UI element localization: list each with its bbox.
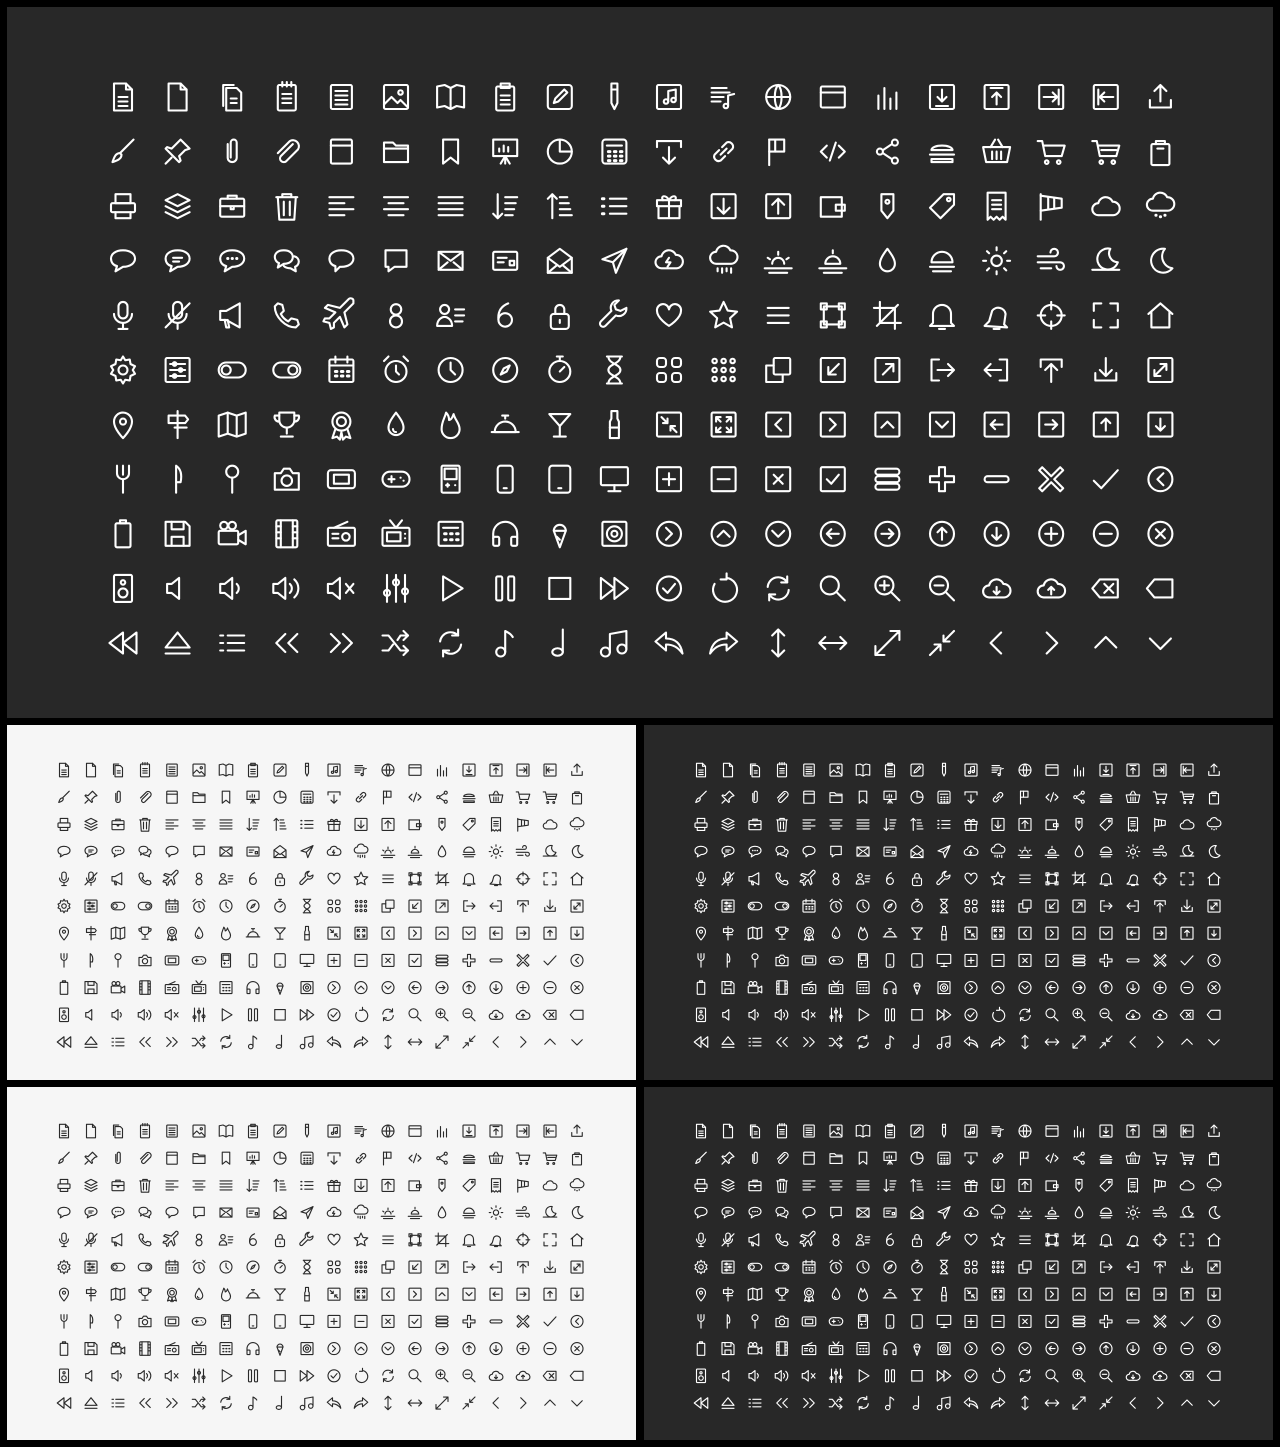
light-sheet-top [7,725,636,1080]
panel-background [7,1087,636,1440]
panel-background [644,725,1273,1080]
equalizer-icon [384,575,408,602]
light-sheet-top-canvas [7,725,636,1080]
equalizer-icon [193,1369,205,1383]
panel-background [7,7,1273,718]
equalizer-icon [830,1008,842,1022]
dark-sheet-bottom-canvas [644,1087,1273,1440]
dark-sheet-top [644,725,1273,1080]
equalizer-icon [830,1369,842,1383]
dark-sheet-top-canvas [644,725,1273,1080]
hero-dark-sheet-canvas [7,7,1273,718]
panel-background [7,725,636,1080]
hero-dark-sheet [7,7,1273,718]
panel-background [644,1087,1273,1440]
equalizer-icon [193,1008,205,1022]
dark-sheet-bottom [644,1087,1273,1440]
light-sheet-bottom [7,1087,636,1440]
light-sheet-bottom-canvas [7,1087,636,1440]
